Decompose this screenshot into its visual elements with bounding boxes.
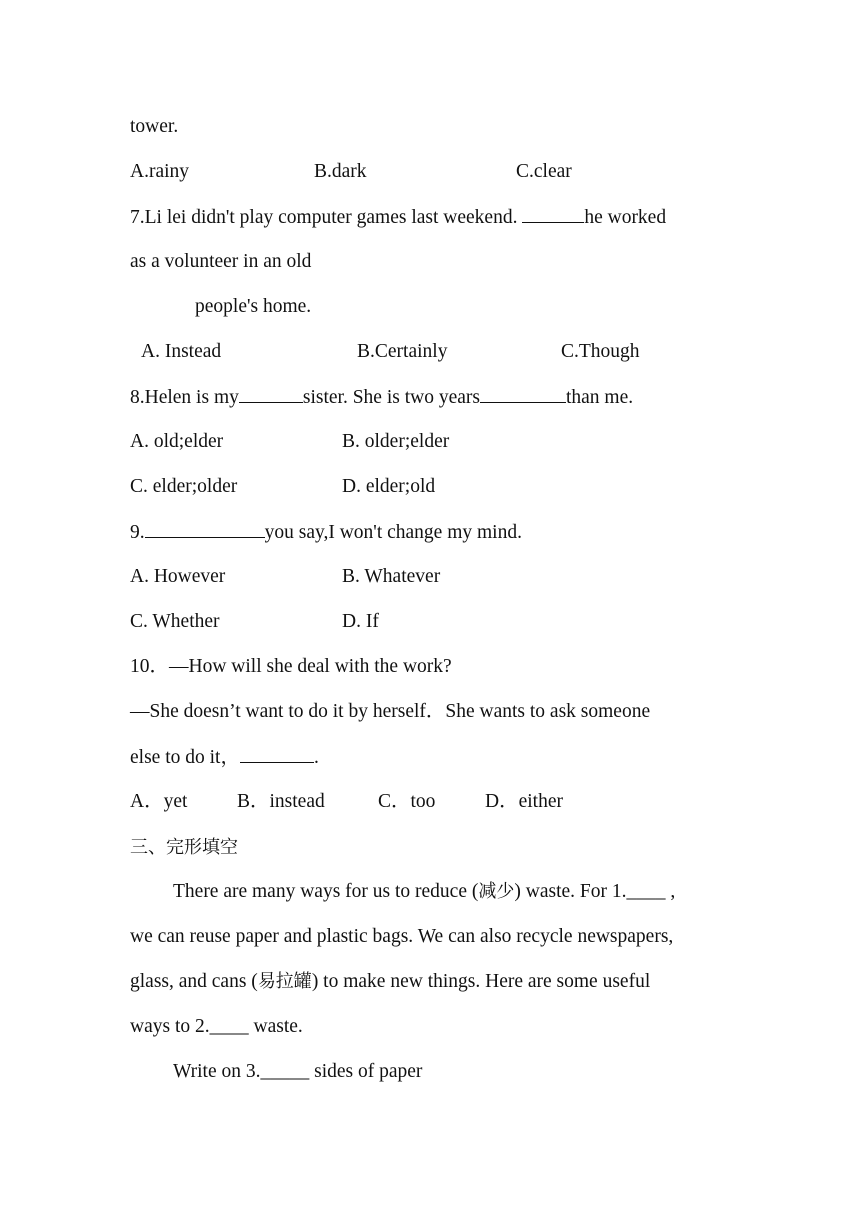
q7-option-c: C.Though [561,341,640,362]
q8-option-d: D. elder;old [342,476,436,497]
q9-option-c: C. Whether [130,611,220,632]
q10-option-d: D．either [485,791,563,812]
q8-option-b: B. older;elder [342,431,450,452]
q9-stem-part2: you say,I won't change my mind. [264,522,522,543]
q7-stem-line1 [130,205,666,230]
q6-option-b: B.dark [314,161,367,182]
q7-option-b: B.Certainly [357,341,448,362]
passage-line-1 [173,880,675,904]
q10-stem-line2: —She doesn’t want to do it by herself．She wants to ask someone [130,701,651,722]
q8-option-a: A. old;elder [130,431,224,452]
q9-blank [145,520,265,538]
q6-option-a: A.rainy [130,161,190,182]
q10-blank [240,745,314,763]
q8-stem-part1: 8.Helen is my [130,387,239,408]
passage-line-1-part-b: ) waste. For 1.____ , [514,881,676,902]
q9-stem-part1: 9. [130,522,145,543]
q7-stem-part2: he worked [584,207,667,228]
q9-option-b: B. Whatever [342,566,441,587]
passage-line-3-part-a: glass, and cans ( [130,971,258,992]
q7-blank [522,205,584,223]
passage-line-2: we can reuse paper and plastic bags. We can also recycle newspapers, [130,926,674,947]
q10-stem-part-b: . [313,747,319,768]
q8-blank-2 [480,385,566,403]
q10-stem-part-a: else to do it， [130,747,240,768]
section-3-heading: 三、完形填空 [130,837,238,858]
q9-stem [130,520,522,545]
q10-option-a: A．yet [130,791,188,812]
passage-line-4: ways to 2.____ waste. [130,1016,303,1037]
passage-line-5: Write on 3._____ sides of paper [173,1061,423,1082]
q10-stem-line3 [130,745,319,770]
q7-stem-line3: people's home. [195,296,312,317]
q6-option-c: C.clear [516,161,572,182]
q9-option-a: A. However [130,566,226,587]
q10-stem-line1: 10．—How will she deal with the work? [130,656,452,677]
q8-option-c: C. elder;older [130,476,238,497]
q7-stem-line2: as a volunteer in an old [130,251,312,272]
q8-stem-part2: sister. She is two years [302,387,480,408]
q7-option-a: A. Instead [141,341,222,362]
passage-line-3 [130,970,650,994]
passage-line-1-part-a: There are many ways for us to reduce ( [173,881,479,902]
passage-cjk-cans: 易拉罐 [257,971,312,992]
q10-option-b: B．instead [237,791,325,812]
q8-stem-part3: than me. [565,387,634,408]
passage-line-3-part-b: ) to make new things. Here are some useful [311,971,651,992]
passage-cjk-reduce: 减少 [478,881,515,902]
q8-stem [130,385,633,410]
q10-option-c: C．too [378,791,436,812]
q6-tail-text: tower. [130,116,179,137]
q8-blank-1 [239,385,303,403]
q9-option-d: D. If [342,611,379,632]
q7-stem-part1: 7.Li lei didn't play computer games last weekend. [130,207,523,228]
